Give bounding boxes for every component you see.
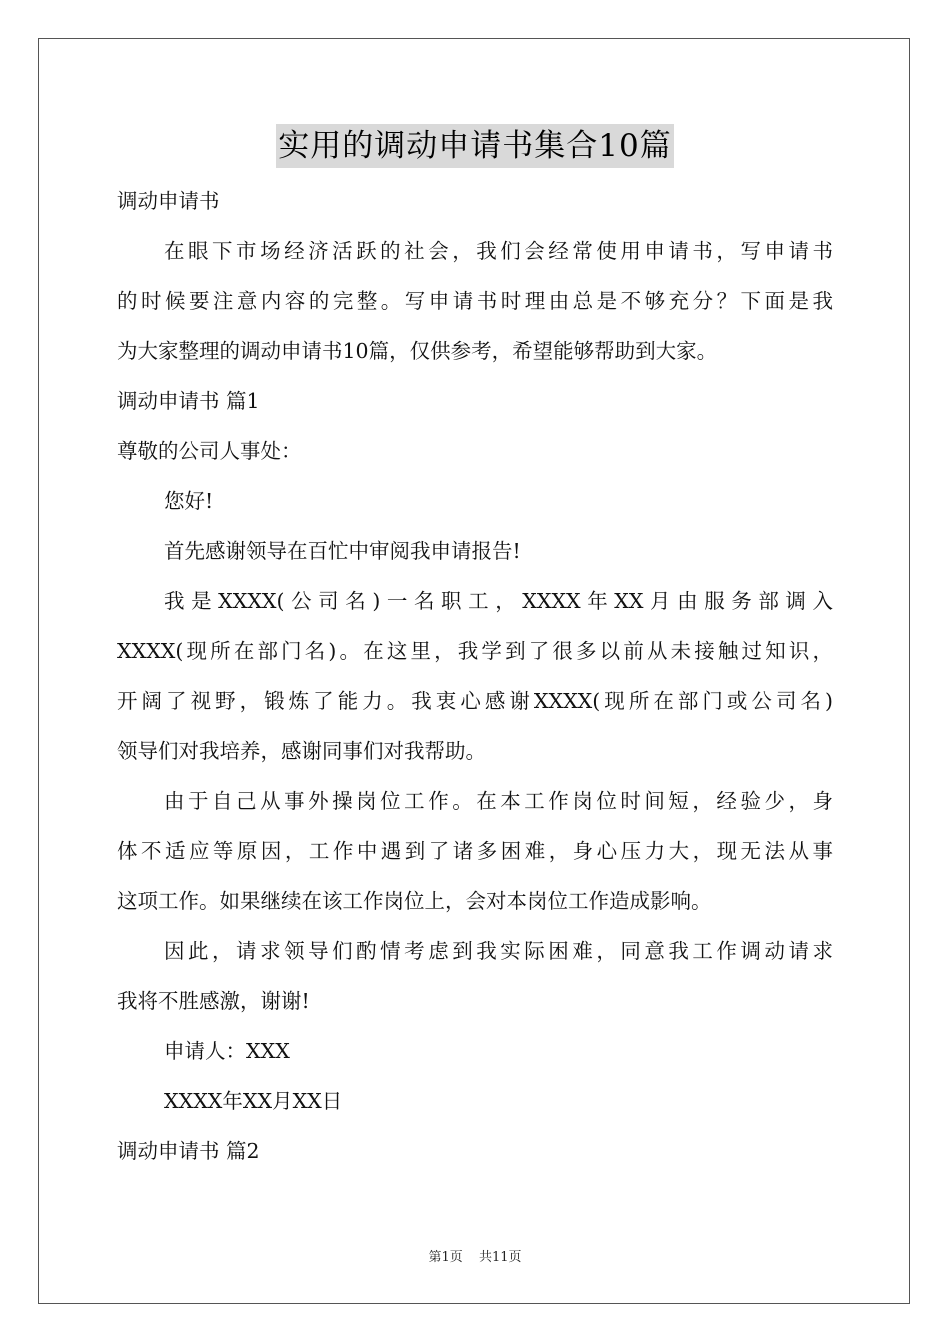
page-total: 共11页 [478,1250,522,1265]
paragraph-line: 由于自己从事外操岗位工作。在本工作岗位时间短，经验少，身 [164,789,833,813]
paragraph-line: 首先感谢领导在百忙中审阅我申请报告! [164,539,521,563]
salutation: 尊敬的公司人事处： [117,439,302,463]
document-title: 实用的调动申请书集合10篇 [276,124,673,168]
greeting: 您好! [164,489,214,513]
paragraph-line: 我将不胜感激，谢谢! [117,989,310,1013]
paragraph-line: XXXX(现所在部门名)。在这里，我学到了很多以前从未接触过知识， [117,639,833,663]
section-heading: 调动申请书 篇1 [117,389,260,413]
section-heading: 调动申请书 篇2 [117,1139,260,1163]
paragraph-line: 因此，请求领导们酌情考虑到我实际困难，同意我工作调动请求 [164,939,833,963]
paragraph-line: 的时候要注意内容的完整。写申请书时理由总是不够充分？下面是我 [117,289,833,313]
page-number: 第1页 [428,1250,463,1265]
paragraph-line: 体不适应等原因，工作中遇到了诸多困难，身心压力大，现无法从事 [117,839,833,863]
date-line: XXXX年XX月XX日 [164,1089,343,1113]
paragraph-line: 为大家整理的调动申请书10篇，仅供参考，希望能够帮助到大家。 [117,339,718,363]
paragraph-line: 这项工作。如果继续在该工作岗位上，会对本岗位工作造成影响。 [117,889,712,913]
paragraph-line: 领导们对我培养，感谢同事们对我帮助。 [117,739,486,763]
page-footer [0,1246,950,1265]
title-wrap [0,124,950,168]
document-body [117,176,833,1176]
paragraph-line: 我是XXXX(公司名)一名职工，XXXX年XX月由服务部调入 [164,589,833,613]
section-heading: 调动申请书 [117,189,220,213]
paragraph-line: 在眼下市场经济活跃的社会，我们会经常使用申请书，写申请书 [164,239,833,263]
paragraph-line: 开阔了视野，锻炼了能力。我衷心感谢XXXX(现所在部门或公司名) [117,689,833,713]
applicant-line: 申请人：XXX [164,1039,290,1063]
